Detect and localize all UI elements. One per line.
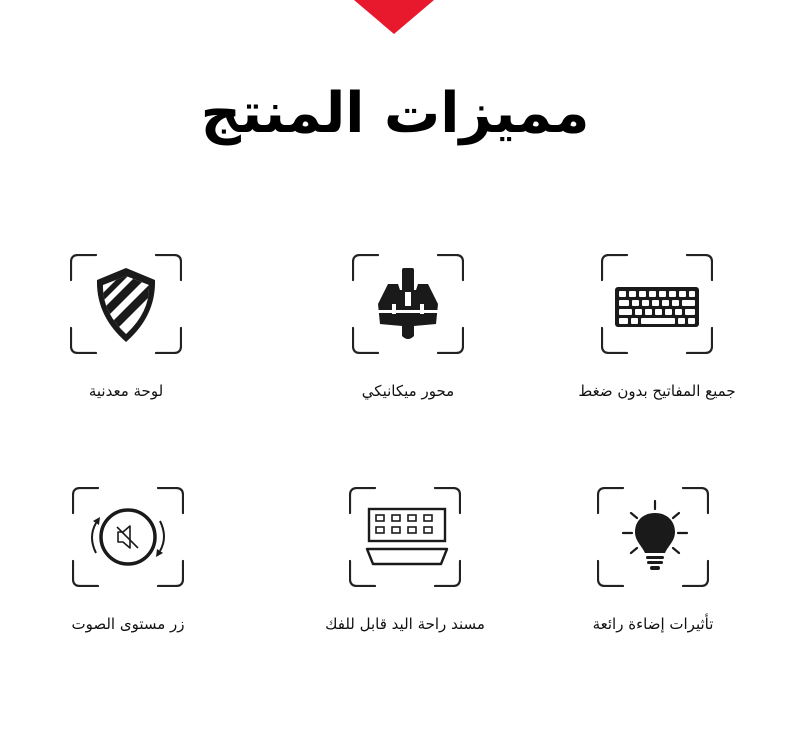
- feature-lighting-effects: [547, 487, 747, 657]
- volume-knob-icon: [72, 487, 184, 587]
- feature-metal-plate: [20, 254, 220, 424]
- feature-mechanical-switch: [302, 254, 502, 424]
- shield-icon: [70, 254, 182, 354]
- feature-label: مسند راحة اليد قابل للفك: [325, 615, 485, 633]
- page-title: مميزات المنتج: [200, 81, 590, 146]
- feature-frame: [72, 487, 184, 587]
- feature-frame: [601, 254, 713, 354]
- feature-label: تأثيرات إضاءة رائعة: [592, 615, 714, 633]
- feature-label: زر مستوى الصوت: [71, 615, 185, 633]
- feature-label: جميع المفاتيح بدون ضغط: [578, 382, 736, 400]
- feature-detachable-wrist-rest: [299, 487, 499, 657]
- feature-label: لوحة معدنية: [88, 382, 164, 400]
- lightbulb-icon: [597, 487, 709, 587]
- feature-volume-knob: [22, 487, 222, 657]
- feature-frame: [349, 487, 461, 587]
- feature-frame: [352, 254, 464, 354]
- feature-frame: [70, 254, 182, 354]
- feature-frame: [597, 487, 709, 587]
- feature-label: محور ميكانيكي: [361, 382, 455, 400]
- wrist-rest-icon: [349, 487, 461, 587]
- mechanical-switch-icon: [352, 254, 464, 354]
- feature-all-keys-no-ghosting: [551, 254, 751, 424]
- keyboard-icon: [601, 254, 713, 354]
- top-triangle-marker: [354, 0, 434, 34]
